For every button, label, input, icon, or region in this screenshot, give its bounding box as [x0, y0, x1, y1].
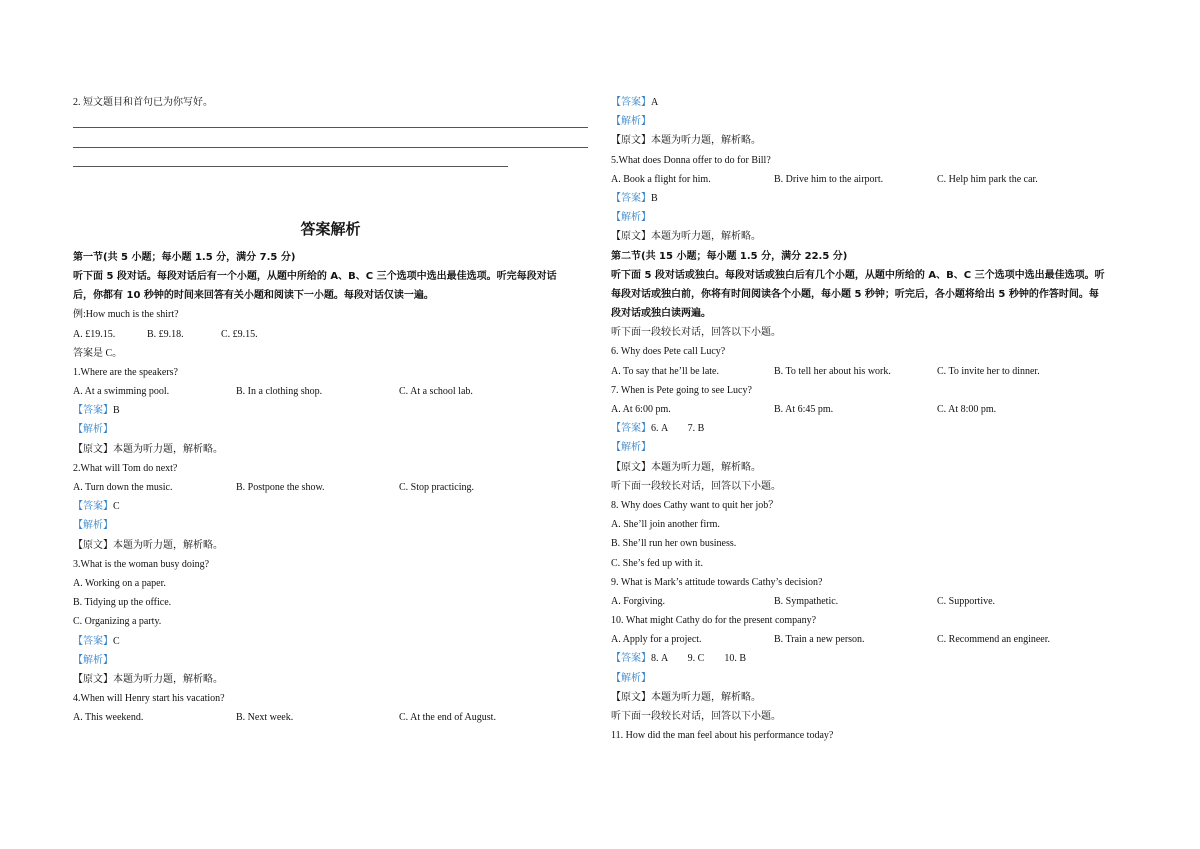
question-11: 11. How did the man feel about his performance today?: [611, 730, 834, 742]
question-6-options: [611, 362, 1131, 381]
question-4-options: [73, 708, 588, 727]
question-9: 9. What is Mark’s attitude towards Cathy’s decision?: [611, 576, 823, 588]
answer-tag: 【答案】: [73, 405, 113, 417]
option: A. £19.15.: [73, 328, 116, 340]
analysis-tag: 【解析】: [73, 424, 113, 436]
question-2-options: [73, 478, 588, 497]
option: C. At a school lab.: [399, 386, 473, 398]
option: A. At a swimming pool.: [73, 386, 170, 398]
option: C. At 8:00 pm.: [937, 404, 997, 415]
question-3: 3.What is the woman busy doing?: [73, 558, 210, 570]
answer-value: A: [651, 97, 659, 108]
option: B. In a clothing shop.: [236, 386, 323, 398]
option: A. Turn down the music.: [73, 482, 173, 493]
dialogue-intro: 听下面一段较长对话，回答以下小题。: [611, 327, 781, 339]
question-6-7-answer: [611, 419, 1131, 438]
option: A. At 6:00 pm.: [611, 404, 671, 415]
question-8-10-answer: [611, 649, 1131, 668]
analysis-tag: 【解析】: [611, 212, 651, 224]
answer-line: [73, 151, 588, 170]
section2-instruction: 听下面 5 段对话或独白。每段对话或独白后有几个小题，从题中所给的 A、B、C 三个选项中选出最佳选项。听: [611, 269, 1105, 281]
analysis-tag: 【解析】: [73, 520, 113, 532]
analysis-tag: 【解析】: [611, 116, 651, 128]
left-column: [73, 93, 588, 727]
question-6: 6. Why does Pete call Lucy?: [611, 346, 726, 358]
original-text: 【原文】本题为听力题，解析略。: [611, 231, 761, 243]
original-text: 【原文】本题为听力题，解析略。: [73, 539, 223, 551]
option: A. She’ll join another firm.: [611, 519, 720, 531]
answer-tag: 【答案】: [73, 501, 113, 513]
question-7-options: [611, 400, 1131, 419]
option: C. Stop practicing.: [399, 482, 474, 493]
answer-tag: 【答案】: [611, 97, 651, 108]
question-4-answer: [611, 93, 1131, 112]
answer-value: 8. A 9. C 10. B: [651, 653, 747, 665]
option: B. Sympathetic.: [774, 595, 839, 607]
option: A. Forgiving.: [611, 595, 665, 607]
option: C. To invite her to dinner.: [937, 365, 1040, 377]
answer-tag: 【答案】: [73, 635, 113, 647]
question-10-options: [611, 630, 1131, 649]
question-2-answer: [73, 497, 588, 516]
right-column: [611, 93, 1131, 745]
answer-tag: 【答案】: [611, 192, 651, 204]
answer-line: [73, 112, 588, 131]
section2-instruction: 每段对话或独白前，你将有时间阅读各个小题，每小题 5 秒钟；听完后，各小题将给出 5 秒钟的作答时间。每: [611, 288, 1099, 300]
answer-line: [73, 131, 588, 150]
option: B. Tidying up the office.: [73, 597, 172, 609]
section2-instruction: 段对话或独白读两遍。: [611, 308, 711, 320]
question-9-options: [611, 592, 1131, 611]
question-2: 2.What will Tom do next?: [73, 462, 178, 474]
answer-value: 6. A 7. B: [651, 423, 705, 435]
option: B. To tell her about his work.: [774, 365, 891, 377]
question-3-answer: [73, 632, 588, 651]
option: B. Train a new person.: [774, 634, 865, 646]
dialogue-intro: 听下面一段较长对话，回答以下小题。: [611, 711, 781, 722]
analysis-tag: 【解析】: [611, 672, 651, 684]
dialogue-intro: 听下面一段较长对话，回答以下小题。: [611, 480, 781, 492]
analysis-tag: 【解析】: [611, 442, 651, 454]
question-5-answer: [611, 189, 1131, 208]
section1-heading: 第一节(共 5 小题；每小题 1.5 分，满分 7.5 分): [73, 251, 296, 263]
original-text: 【原文】本题为听力题，解析略。: [611, 135, 761, 147]
option: C. Supportive.: [937, 595, 996, 607]
option: C. £9.15.: [221, 328, 258, 340]
answer-value: B: [651, 192, 658, 204]
option: B. Drive him to the airport.: [774, 173, 884, 185]
option: A. Apply for a project.: [611, 634, 702, 646]
analysis-tag: 【解析】: [73, 654, 113, 666]
option: B. Postpone the show.: [236, 482, 325, 493]
option: A. This weekend.: [73, 712, 144, 724]
section1-instruction: 后，你都有 10 秒钟的时间来回答有关小题和阅读下一小题。每段对话仅读一遍。: [73, 290, 434, 302]
original-text: 【原文】本题为听力题，解析略。: [611, 691, 761, 703]
question-5: 5.What does Donna offer to do for Bill?: [611, 154, 771, 166]
question-1: 1.Where are the speakers?: [73, 366, 178, 378]
answer-value: B: [113, 405, 120, 417]
option: B. At 6:45 pm.: [774, 404, 834, 415]
example-options: [73, 325, 588, 344]
question-5-options: [611, 170, 1131, 189]
example-answer: 答案是 C。: [73, 347, 123, 359]
option: C. At the end of August.: [399, 712, 496, 724]
option: C. Help him park the car.: [937, 173, 1038, 185]
question-1-options: [73, 382, 588, 401]
example-question: 例:How much is the shirt?: [73, 309, 179, 321]
section1-instruction: 听下面 5 段对话。每段对话后有一个小题，从题中所给的 A、B、C 三个选项中选出最佳选项。听完每段对话: [73, 270, 557, 282]
option: A. To say that he’ll be late.: [611, 365, 719, 377]
section2-heading: 第二节(共 15 小题；每小题 1.5 分，满分 22.5 分): [611, 250, 848, 262]
option: C. Organizing a party.: [73, 616, 162, 628]
option: A. Book a flight for him.: [611, 173, 711, 185]
option: C. She’s fed up with it.: [611, 557, 703, 569]
writing-item: 2. 短文题目和首句已为你写好。: [73, 97, 213, 108]
question-7: 7. When is Pete going to see Lucy?: [611, 384, 752, 396]
question-4: 4.When will Henry start his vacation?: [73, 693, 225, 705]
answer-analysis-title: 答案解析: [300, 219, 361, 238]
option: B. She’ll run her own business.: [611, 538, 737, 550]
option: C. Recommend an engineer.: [937, 634, 1051, 646]
question-1-answer: [73, 401, 588, 420]
answer-tag: 【答案】: [611, 653, 651, 665]
original-text: 【原文】本题为听力题，解析略。: [611, 461, 761, 473]
answer-value: C: [113, 501, 120, 513]
option: B. Next week.: [236, 712, 294, 724]
option: A. Working on a paper.: [73, 577, 166, 589]
original-text: 【原文】本题为听力题，解析略。: [73, 673, 223, 685]
answer-tag: 【答案】: [611, 423, 651, 435]
option: B. £9.18.: [147, 328, 184, 340]
question-10: 10. What might Cathy do for the present company?: [611, 615, 817, 627]
original-text: 【原文】本题为听力题，解析略。: [73, 443, 223, 455]
answer-value: C: [113, 635, 120, 647]
question-8: 8. Why does Cathy want to quit her job？: [611, 499, 779, 511]
